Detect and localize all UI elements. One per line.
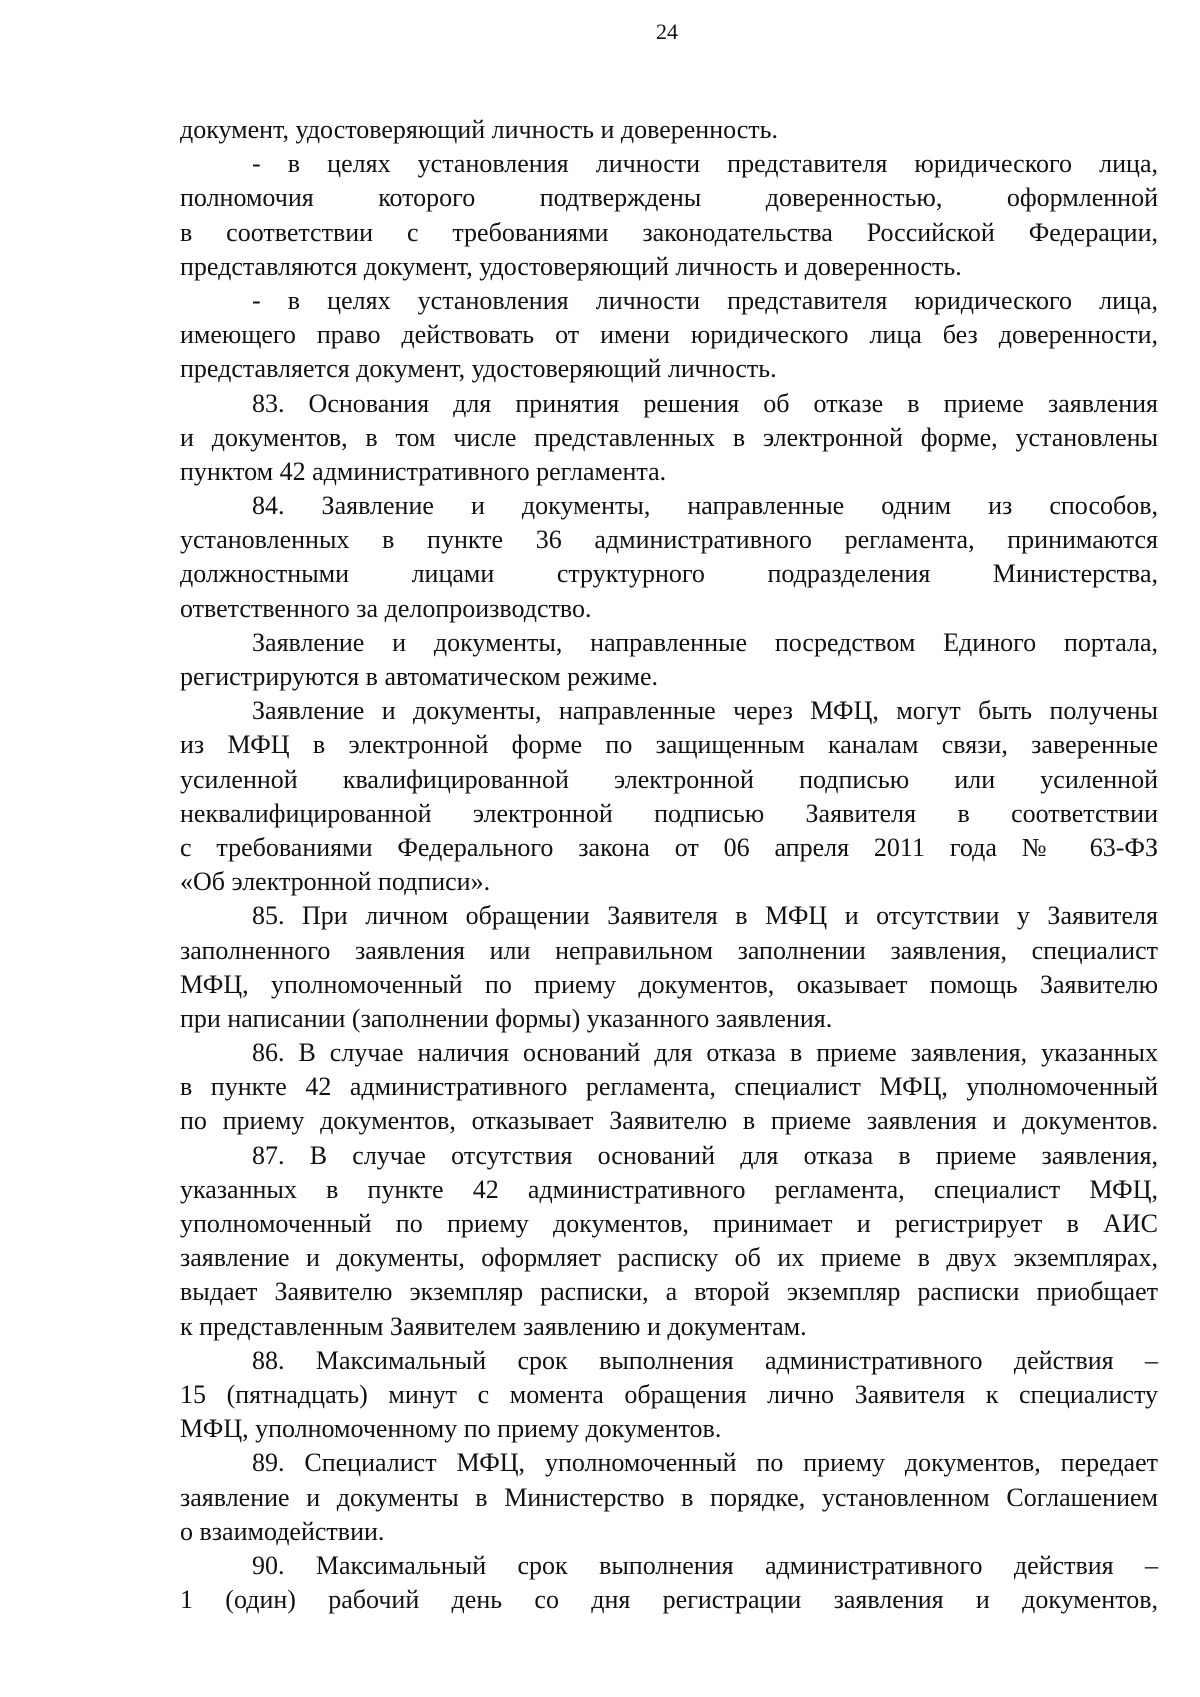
- text-line: пунктом 42 административного регламента.: [180, 456, 667, 486]
- text-line: заявление и документы в Министерство в порядке, установленном Соглашением: [180, 1482, 1158, 1512]
- text-line: - в целях установления личности представителя юридического лица,: [252, 285, 1158, 315]
- text-line: и документов, в том числе представленных в электронной форме, установлены: [180, 422, 1158, 452]
- text-line: «Об электронной подписи».: [180, 867, 491, 897]
- page-number: 24: [656, 19, 678, 44]
- text-line: 85. При личном обращении Заявителя в МФЦ и отсутствии у Заявителя: [252, 901, 1158, 931]
- text-line: МФЦ, уполномоченному по приему документов.: [180, 1414, 722, 1444]
- text-line: из МФЦ в электронной форме по защищенным каналам связи, заверенные: [180, 730, 1158, 760]
- text-line: к представленным Заявителем заявлению и документам.: [180, 1311, 807, 1341]
- text-line: 83. Основания для принятия решения об отказе в приеме заявления: [252, 388, 1158, 418]
- text-line: заявление и документы, оформляет расписку об их приеме в двух экземплярах,: [180, 1243, 1158, 1273]
- text-line: указанных в пункте 42 административного регламента, специалист МФЦ,: [180, 1174, 1158, 1204]
- text-line: по приему документов, отказывает Заявителю в приеме заявления и документов.: [180, 1106, 1158, 1136]
- text-line: при написании (заполнении формы) указанного заявления.: [180, 1003, 833, 1033]
- text-line: выдает Заявителю экземпляр расписки, а второй экземпляр расписки приобщает: [180, 1277, 1158, 1307]
- text-line: 87. В случае отсутствия оснований для отказа в приеме заявления,: [252, 1140, 1158, 1170]
- text-line: неквалифицированной электронной подписью Заявителя в соответствии: [180, 798, 1158, 828]
- text-line: полномочия которого подтверждены доверенностью, оформленной: [180, 183, 1158, 213]
- text-line: 15 (пятнадцать) минут с момента обращения лично Заявителя к специалисту: [180, 1379, 1158, 1409]
- text-line: представляется документ, удостоверяющий личность.: [180, 354, 777, 384]
- text-line: 86. В случае наличия оснований для отказа в приеме заявления, указанных: [252, 1038, 1158, 1068]
- text-line: 89. Специалист МФЦ, уполномоченный по приему документов, передает: [252, 1448, 1158, 1478]
- text-line: - в целях установления личности представителя юридического лица,: [252, 149, 1158, 179]
- text-line: усиленной квалифицированной электронной подписью или усиленной: [180, 764, 1158, 794]
- text-line: установленных в пункте 36 административного регламента, принимаются: [180, 525, 1158, 555]
- text-line: должностными лицами структурного подразделения Министерства,: [180, 559, 1158, 589]
- text-line: уполномоченный по приему документов, принимает и регистрирует в АИС: [180, 1209, 1158, 1238]
- text-line: МФЦ, уполномоченный по приему документов, оказывает помощь Заявителю: [180, 969, 1158, 999]
- text-line: 90. Максимальный срок выполнения административного действия –: [252, 1550, 1158, 1580]
- text-line: представляются документ, удостоверяющий личность и доверенность.: [180, 251, 962, 281]
- text-line: с требованиями Федерального закона от 06 апреля 2011 года № 63-ФЗ: [180, 832, 1158, 862]
- text-line: Заявление и документы, направленные посредством Единого портала,: [252, 627, 1158, 657]
- text-line: 88. Максимальный срок выполнения административного действия –: [252, 1345, 1158, 1375]
- text-line: 1 (один) рабочий день со дня регистрации заявления и документов,: [180, 1585, 1158, 1615]
- text-line: в пункте 42 административного регламента, специалист МФЦ, уполномоченный: [180, 1072, 1158, 1102]
- document-body: [180, 113, 1158, 1617]
- text-line: ответственного за делопроизводство.: [180, 593, 592, 623]
- text-line: Заявление и документы, направленные через МФЦ, могут быть получены: [252, 696, 1158, 726]
- text-line: имеющего право действовать от имени юридического лица без доверенности,: [180, 320, 1158, 350]
- text-line: 84. Заявление и документы, направленные одним из способов,: [252, 491, 1158, 521]
- text-line: документ, удостоверяющий личность и доверенность.: [180, 115, 779, 144]
- text-line: заполненного заявления или неправильном заполнении заявления, специалист: [180, 935, 1158, 965]
- text-line: регистрируются в автоматическом режиме.: [180, 662, 659, 691]
- text-line: в соответствии с требованиями законодательства Российской Федерации,: [180, 217, 1158, 247]
- text-line: о взаимодействии.: [180, 1516, 385, 1546]
